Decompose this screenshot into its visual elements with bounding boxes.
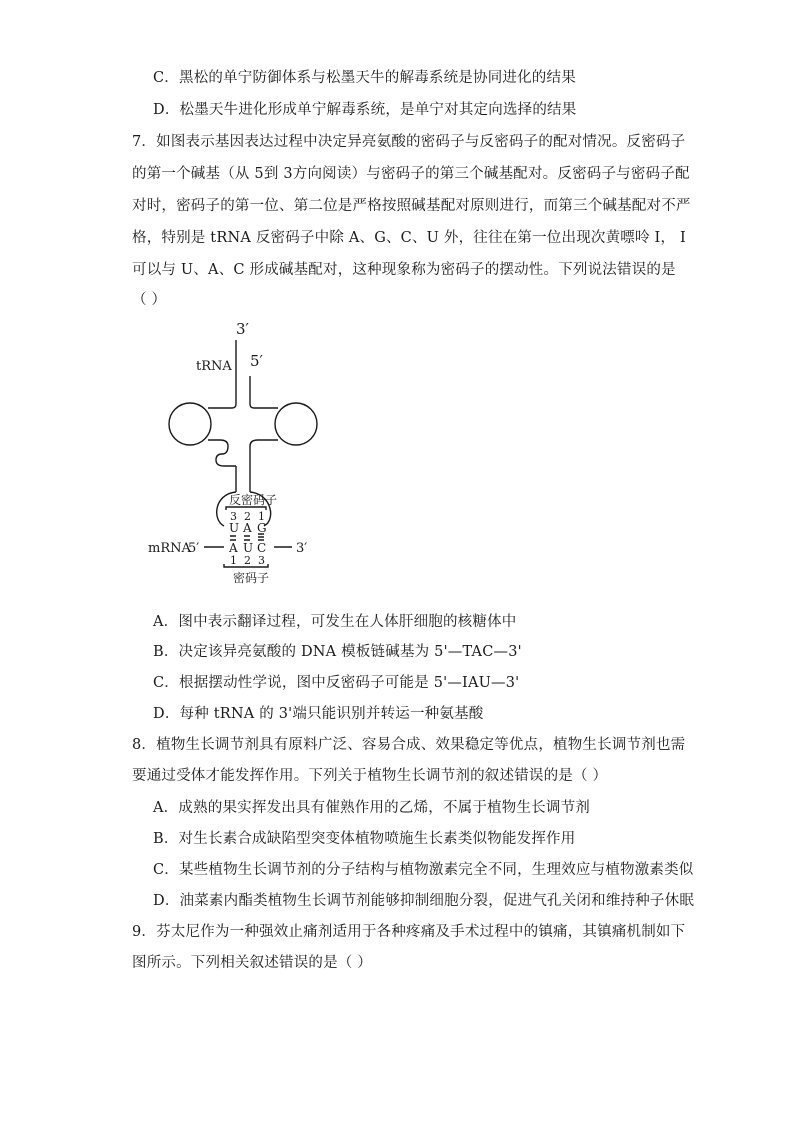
q8-option-b: B．对生长素合成缺陷型突变体植物喷施生长素类似物能发挥作用 <box>153 831 576 847</box>
q7-stem-line-4: 格，特别是 tRNA 反密码子中除 A、G、C、U 外，往往在第一位出现次黄嘌呤 I， I <box>132 230 686 246</box>
codon-base-u: U <box>243 541 254 555</box>
q9-stem-line-1: 9．芬太尼作为一种强效止痛剂适用于各种疼痛及手术过程中的镇痛，其镇痛机制如下 <box>132 924 686 940</box>
q8-stem-line-1: 8．植物生长调节剂具有原料广泛、容易合成、效果稳定等优点，植物生长调节剂也需 <box>132 737 686 753</box>
trna-5-prime-label: 5′ <box>250 352 263 370</box>
q7-answer-blank: （ ） <box>132 292 167 308</box>
pair-a-u <box>230 536 236 540</box>
mrna-3-prime-label: 3′ <box>296 541 308 556</box>
trna-left-strand <box>208 340 236 408</box>
anticodon-base-u: U <box>229 521 240 535</box>
pair-u-a <box>244 536 250 540</box>
q8-option-c: C．某些植物生长调节剂的分子结构与植物激素完全不同，生理效应与植物激素类似 <box>153 862 694 878</box>
anticodon-position-2: 2 <box>244 510 251 523</box>
codon-label: 密码子 <box>233 571 270 585</box>
trna-right-loop <box>275 403 317 445</box>
codon-position-3: 3 <box>258 554 265 567</box>
mrna-label: mRNA <box>148 541 191 556</box>
trna-wavy-strand <box>208 440 236 466</box>
q7-stem-line-5: 可以与 U、A、C 形成碱基配对，这种现象称为密码子的摆动性。下列说法错误的是 <box>132 262 676 278</box>
anticodon-base-a: A <box>243 521 252 535</box>
trna-right-lower-strand <box>250 440 278 476</box>
codon-base-c: C <box>257 541 267 555</box>
trna-left-loop <box>169 403 211 445</box>
q6-option-c: C．黑松的单宁防御体系与松墨天牛的解毒系统是协同进化的结果 <box>153 70 576 86</box>
q7-stem-line-1: 7．如图表示基因表达过程中决定异亮氨酸的密码子与反密码子的配对情况。反密码子 <box>132 134 686 150</box>
trna-label: tRNA <box>196 359 232 374</box>
anticodon-label: 反密码子 <box>229 493 278 507</box>
anticodon-position-3: 3 <box>230 510 237 523</box>
q7-option-d: D．每种 tRNA 的 3'端只能识别并转运一种氨基酸 <box>153 706 484 722</box>
q8-stem-line-2: 要通过受体才能发挥作用。下列关于植物生长调节剂的叙述错误的是（ ） <box>132 768 608 784</box>
codon-position-1: 1 <box>230 554 237 567</box>
anticodon-position-1: 1 <box>258 510 265 523</box>
q8-option-a: A．成熟的果实挥发出具有催熟作用的乙烯，不属于植物生长调节剂 <box>153 800 590 816</box>
q7-option-c: C．根据摆动性学说，图中反密码子可能是 5'—IAU—3' <box>153 675 520 691</box>
trna-3-prime-label: 3′ <box>236 320 249 338</box>
q7-option-a: A．图中表示翻译过程，可发生在人体肝细胞的核糖体中 <box>153 614 517 630</box>
codon-position-2: 2 <box>244 554 251 567</box>
mrna-5-prime-label: 5′ <box>188 541 200 556</box>
q7-stem-line-3: 对时，密码子的第一位、第二位是严格按照碱基配对原则进行，而第三个碱基配对不严 <box>132 198 691 214</box>
q7-option-b: B．决定该异亮氨酸的 DNA 模板链碱基为 5'—TAC—3' <box>153 644 522 660</box>
anticodon-base-g: G <box>257 521 267 535</box>
codon-base-a: A <box>229 541 238 555</box>
trna-right-strand <box>250 376 278 408</box>
q6-option-d: D．松墨天牛进化形成单宁解毒系统，是单宁对其定向选择的结果 <box>153 102 577 118</box>
q9-stem-line-2: 图所示。下列相关叙述错误的是（ ） <box>132 955 373 971</box>
q8-option-d: D．油菜素内酯类植物生长调节剂能够抑制细胞分裂，促进气孔关闭和维持种子休眠 <box>153 893 695 909</box>
trna-diagram <box>140 314 340 590</box>
q7-stem-line-2: 的第一个碱基（从 5到 3方向阅读）与密码子的第三个碱基配对。反密码子与密码子配 <box>132 166 690 182</box>
